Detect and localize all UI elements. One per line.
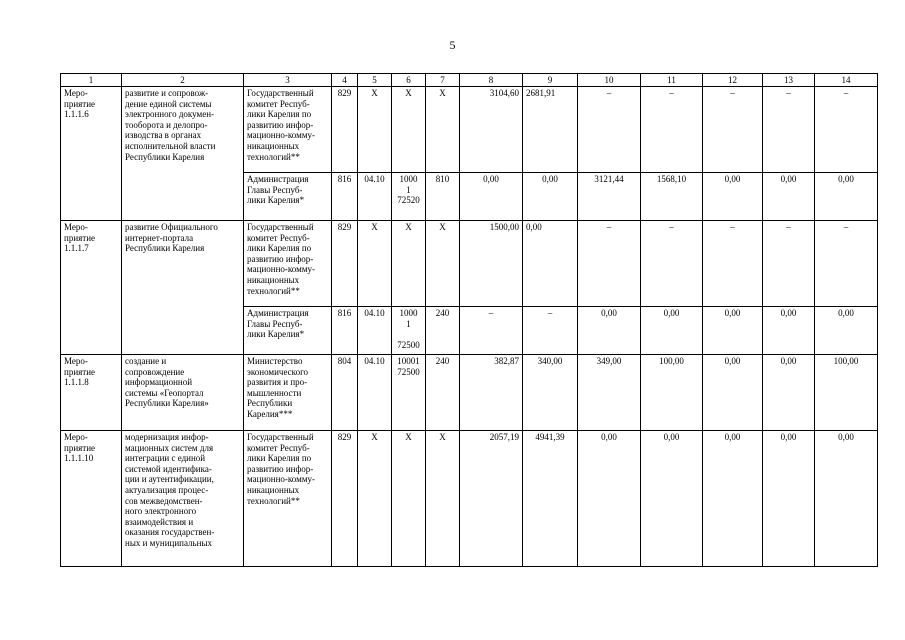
column-header: 13 bbox=[763, 74, 815, 87]
column-header: 10 bbox=[578, 74, 641, 87]
value-cell: 0,00 bbox=[763, 431, 815, 567]
activity-cell: Меро- приятие 1.1.1.6 bbox=[61, 87, 122, 221]
column-header: 9 bbox=[523, 74, 578, 87]
value-cell: 0,00 bbox=[523, 173, 578, 221]
target-code-cell: 1000 1 72520 bbox=[392, 173, 426, 221]
column-header: 2 bbox=[122, 74, 244, 87]
description-cell: модернизация инфор- мационных систем для интеграции с единой системой идентифика- ции и аутентификации, актуализация процес- сов межведомствен- ного электронного взаимодействия и оказания государствен- ных и муниципальных bbox=[122, 431, 244, 567]
table-row bbox=[61, 87, 878, 173]
expense-type-cell: Х bbox=[426, 431, 460, 567]
table-row bbox=[61, 221, 878, 307]
executor-cell: Администрация Главы Респуб- лики Карелия* bbox=[244, 307, 332, 355]
description-cell: развитие и сопровож- дение единой системы электронного докумен- тооборота и делопро- изводства в органах исполнительной власти Республики Карелия bbox=[122, 87, 244, 221]
column-header: 4 bbox=[332, 74, 358, 87]
budget-code-cell: 829 bbox=[332, 87, 358, 173]
budget-code-cell: 829 bbox=[332, 221, 358, 307]
target-code-cell: Х bbox=[392, 221, 426, 307]
value-cell: 100,00 bbox=[815, 355, 878, 431]
value-cell: 0,00 bbox=[523, 221, 578, 307]
value-cell: 1568,10 bbox=[641, 173, 703, 221]
expense-type-cell: 240 bbox=[426, 355, 460, 431]
target-code-cell: Х bbox=[392, 87, 426, 173]
executor-cell: Государственный комитет Респуб- лики Карелия по развитию инфор- мационно-комму- никационных технологий** bbox=[244, 87, 332, 173]
column-header: 6 bbox=[392, 74, 426, 87]
budget-code-cell: 829 bbox=[332, 431, 358, 567]
value-cell: 0,00 bbox=[460, 173, 523, 221]
section-code-cell: 04.10 bbox=[358, 355, 392, 431]
value-cell: – bbox=[578, 221, 641, 307]
value-cell: – bbox=[641, 87, 703, 173]
expense-type-cell: Х bbox=[426, 87, 460, 173]
column-header: 5 bbox=[358, 74, 392, 87]
value-cell: 2057,19 bbox=[460, 431, 523, 567]
value-cell: – bbox=[763, 221, 815, 307]
budget-code-cell: 816 bbox=[332, 173, 358, 221]
section-code-cell: 04.10 bbox=[358, 173, 392, 221]
column-header: 3 bbox=[244, 74, 332, 87]
expense-type-cell: Х bbox=[426, 221, 460, 307]
table-row bbox=[61, 355, 878, 431]
activity-cell: Меро- приятие 1.1.1.10 bbox=[61, 431, 122, 567]
value-cell: 0,00 bbox=[763, 307, 815, 355]
value-cell: – bbox=[460, 307, 523, 355]
value-cell: 0,00 bbox=[763, 355, 815, 431]
value-cell: 0,00 bbox=[578, 307, 641, 355]
column-header: 12 bbox=[703, 74, 763, 87]
column-header-row bbox=[61, 74, 878, 87]
value-cell: 0,00 bbox=[815, 307, 878, 355]
page-number: 5 bbox=[449, 38, 456, 52]
value-cell: 0,00 bbox=[815, 173, 878, 221]
expense-type-cell: 810 bbox=[426, 173, 460, 221]
target-code-cell: Х bbox=[392, 431, 426, 567]
value-cell: 382,87 bbox=[460, 355, 523, 431]
section-code-cell: Х bbox=[358, 87, 392, 173]
target-code-cell: 10001 72500 bbox=[392, 355, 426, 431]
target-code-cell: 1000 1 72500 bbox=[392, 307, 426, 355]
value-cell: 0,00 bbox=[578, 431, 641, 567]
section-code-cell: Х bbox=[358, 221, 392, 307]
value-cell: 100,00 bbox=[641, 355, 703, 431]
column-header: 8 bbox=[460, 74, 523, 87]
value-cell: – bbox=[703, 221, 763, 307]
activity-cell: Меро- приятие 1.1.1.8 bbox=[61, 355, 122, 431]
value-cell: – bbox=[578, 87, 641, 173]
value-cell: – bbox=[523, 307, 578, 355]
budget-code-cell: 804 bbox=[332, 355, 358, 431]
value-cell: 340,00 bbox=[523, 355, 578, 431]
executor-cell: Государственный комитет Респуб- лики Карелия по развитию инфор- мационно-комму- никационных технологий** bbox=[244, 221, 332, 307]
value-cell: 0,00 bbox=[703, 431, 763, 567]
executor-cell: Государственный комитет Респуб- лики Карелия по развитию инфор- мационно-комму- никационных технологий** bbox=[244, 431, 332, 567]
section-code-cell: 04.10 bbox=[358, 307, 392, 355]
budget-table bbox=[60, 73, 878, 567]
column-header: 7 bbox=[426, 74, 460, 87]
executor-cell: Администрация Главы Респуб- лики Карелия* bbox=[244, 173, 332, 221]
column-header: 14 bbox=[815, 74, 878, 87]
value-cell: 0,00 bbox=[641, 307, 703, 355]
executor-cell: Министерство экономического развития и про- мышленности Республики Карелия*** bbox=[244, 355, 332, 431]
value-cell: – bbox=[763, 87, 815, 173]
value-cell: 0,00 bbox=[815, 431, 878, 567]
description-cell: развитие Официального интернет-портала Республики Карелия bbox=[122, 221, 244, 355]
budget-code-cell: 816 bbox=[332, 307, 358, 355]
description-cell: создание и сопровождение информационной системы «Геопортал Республики Карелия» bbox=[122, 355, 244, 431]
column-header: 1 bbox=[61, 74, 122, 87]
section-code-cell: Х bbox=[358, 431, 392, 567]
table-row bbox=[61, 431, 878, 567]
value-cell: 0,00 bbox=[703, 173, 763, 221]
activity-cell: Меро- приятие 1.1.1.7 bbox=[61, 221, 122, 355]
value-cell: – bbox=[703, 87, 763, 173]
value-cell: 349,00 bbox=[578, 355, 641, 431]
expense-type-cell: 240 bbox=[426, 307, 460, 355]
value-cell: 0,00 bbox=[703, 355, 763, 431]
value-cell: – bbox=[815, 87, 878, 173]
value-cell: – bbox=[815, 221, 878, 307]
value-cell: 1500,00 bbox=[460, 221, 523, 307]
value-cell: 0,00 bbox=[703, 307, 763, 355]
value-cell: 3104,60 bbox=[460, 87, 523, 173]
value-cell: 3121,44 bbox=[578, 173, 641, 221]
value-cell: 0,00 bbox=[641, 431, 703, 567]
value-cell: – bbox=[641, 221, 703, 307]
value-cell: 4941,39 bbox=[523, 431, 578, 567]
column-header: 11 bbox=[641, 74, 703, 87]
value-cell: 0,00 bbox=[763, 173, 815, 221]
value-cell: 2681,91 bbox=[523, 87, 578, 173]
